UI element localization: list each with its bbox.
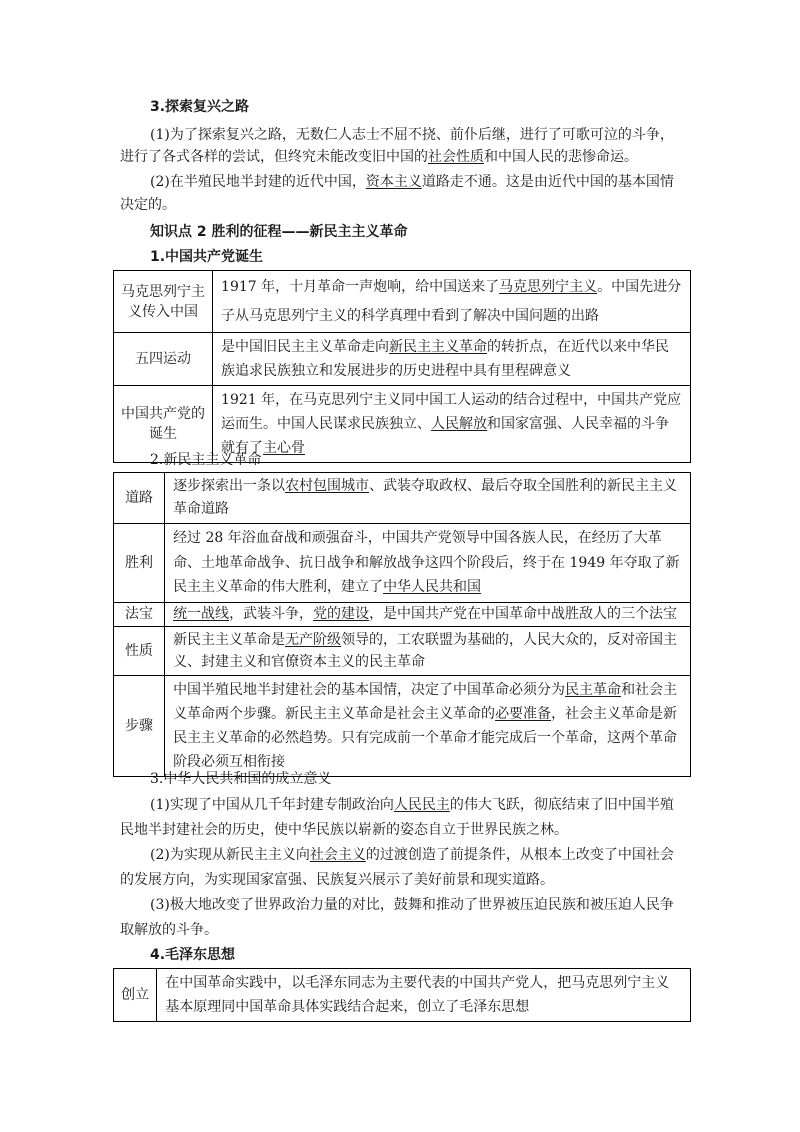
row-label: 性质 <box>114 626 165 675</box>
underlined-keyword: 社会主义 <box>309 847 366 863</box>
row-label: 法宝 <box>114 602 165 626</box>
paragraph-line: (2)为实现从新民主主义向社会主义的过渡创造了前提条件，从根本上改变了中国社会 <box>150 847 674 863</box>
table-row <box>114 333 691 386</box>
paragraph-line: 进行了各式各样的尝试，但终究未能改变旧中国的社会性质和中国人民的悲惨命运。 <box>120 149 638 165</box>
subsection-title-new-democratic: 2.新民主主义革命 <box>150 452 262 468</box>
table-row <box>114 524 691 603</box>
cpc-birth-table <box>113 270 691 463</box>
underlined-keyword: 无产阶级 <box>285 631 342 648</box>
underlined-keyword: 人民解放 <box>431 416 488 432</box>
row-content: 是中国旧民主主义革命走向新民主主义革命的转折点，在近代以来中华民 族追求民族独立和发展进步的历史进程中具有里程碑意义 <box>213 333 691 386</box>
paragraph-line: 民地半封建社会的历史，使中华民族以崭新的姿态自立于世界民族之林。 <box>120 822 568 838</box>
paragraph-line: 取解放的斗争。 <box>120 922 218 938</box>
knowledge-point-title: 知识点 2 胜利的征程——新民主主义革命 <box>150 224 408 240</box>
row-label: 马克思列宁主 义传入中国 <box>114 271 213 333</box>
row-content: 1921 年，在马克思列宁主义同中国工人运动的结合过程中，中国共产党应 运而生。中国人民谋求民族独立、人民解放和国家富强、人民幸福的斗争 就有了主心骨 <box>213 386 691 463</box>
new-democratic-revolution-table <box>113 472 691 777</box>
row-label: 步骤 <box>114 675 165 776</box>
row-content: 1917 年，十月革命一声炮响，给中国送来了马克思列宁主义。中国先进分 子从马克思列宁主义的科学真理中看到了解决中国问题的出路 <box>213 271 691 333</box>
underlined-keyword: 农村包围城市 <box>285 478 370 494</box>
paragraph-line: (1)实现了中国从几千年封建专制政治向人民民主的伟大飞跃，彻底结束了旧中国半殖 <box>150 797 674 813</box>
underlined-keyword: 人民民主 <box>393 797 450 813</box>
row-label: 道路 <box>114 473 165 524</box>
underlined-keyword: 中华人民共和国 <box>383 579 482 595</box>
underlined-keyword: 统一战线 <box>173 605 230 622</box>
underlined-keyword: 资本主义 <box>365 174 422 190</box>
table-row <box>114 271 691 333</box>
underlined-keyword: 必要准备 <box>495 705 552 722</box>
row-label: 胜利 <box>114 524 165 603</box>
subsection-title-prc-significance: 3.中华人民共和国的成立意义 <box>150 771 332 787</box>
table-row <box>114 626 691 675</box>
table-row <box>114 473 691 524</box>
underlined-keyword: 党的建设 <box>313 605 370 622</box>
row-content: 中国半殖民地半封建社会的基本国情，决定了中国革命必须分为民主革命和社会主 义革命两个步骤。新民主主义革命是社会主义革命的必要准备，社会主义革命是新 民主主义革命的必然趋势。只有完成前一个革命才能完成后一个革命，这两个革命 阶段必须互相衔接 <box>165 675 691 776</box>
underlined-keyword: 主心骨 <box>263 440 306 456</box>
row-content: 在中国革命实践中，以毛泽东同志为主要代表的中国共产党人，把马克思列宁主义 基本原理同中国革命具体实践结合起来，创立了毛泽东思想 <box>157 969 691 1022</box>
underlined-keyword: 新民主主义革命 <box>389 339 488 355</box>
row-label: 创立 <box>114 969 157 1022</box>
paragraph-line: (2)在半殖民地半封建的近代中国，资本主义道路走不通。这是由近代中国的基本国情 <box>150 174 674 190</box>
row-label: 中国共产党的 诞生 <box>114 386 213 463</box>
row-content: 逐步探索出一条以农村包围城市、武装夺取政权、最后夺取全国胜利的新民主主义 革命道路 <box>165 473 691 524</box>
paragraph-line: 决定的。 <box>120 197 176 213</box>
subsection-title-cpc-birth: 1.中国共产党诞生 <box>150 249 264 265</box>
underlined-keyword: 社会性质 <box>428 149 484 165</box>
row-content: 新民主主义革命是无产阶级领导的，工农联盟为基础的，人民大众的，反对帝国主 义、封建主义和官僚资本主义的民主革命 <box>165 626 691 675</box>
paragraph-line: 的发展方向，为实现国家富强、民族复兴展示了美好前景和现实道路。 <box>120 872 554 888</box>
row-label: 五四运动 <box>114 333 213 386</box>
table-row <box>114 602 691 626</box>
underlined-keyword: 马克思列宁主义 <box>499 279 598 295</box>
mao-thought-table <box>113 968 691 1022</box>
table-row <box>114 969 691 1022</box>
paragraph-line: (3)极大地改变了世界政治力量的对比，鼓舞和推动了世界被压迫民族和被压迫人民争 <box>150 897 674 913</box>
underlined-keyword: 民主革命 <box>565 681 622 698</box>
row-content: 经过 28 年浴血奋战和顽强奋斗，中国共产党领导中国各族人民，在经历了大革 命、土地革命战争、抗日战争和解放战争这四个阶段后，终于在 1949 年夺取了新 民主主义革命的伟大胜利，建立了中华人民共和国 <box>165 524 691 603</box>
section-title-explore-revival: 3.探索复兴之路 <box>150 99 250 115</box>
paragraph-line: (1)为了探索复兴之路，无数仁人志士不屈不挠、前仆后继，进行了可歌可泣的斗争， <box>150 127 674 143</box>
subsection-title-mao-thought: 4.毛泽东思想 <box>150 947 236 963</box>
table-row <box>114 675 691 776</box>
row-content: 统一战线，武装斗争，党的建设，是中国共产党在中国革命中战胜敌人的三个法宝 <box>165 602 691 626</box>
